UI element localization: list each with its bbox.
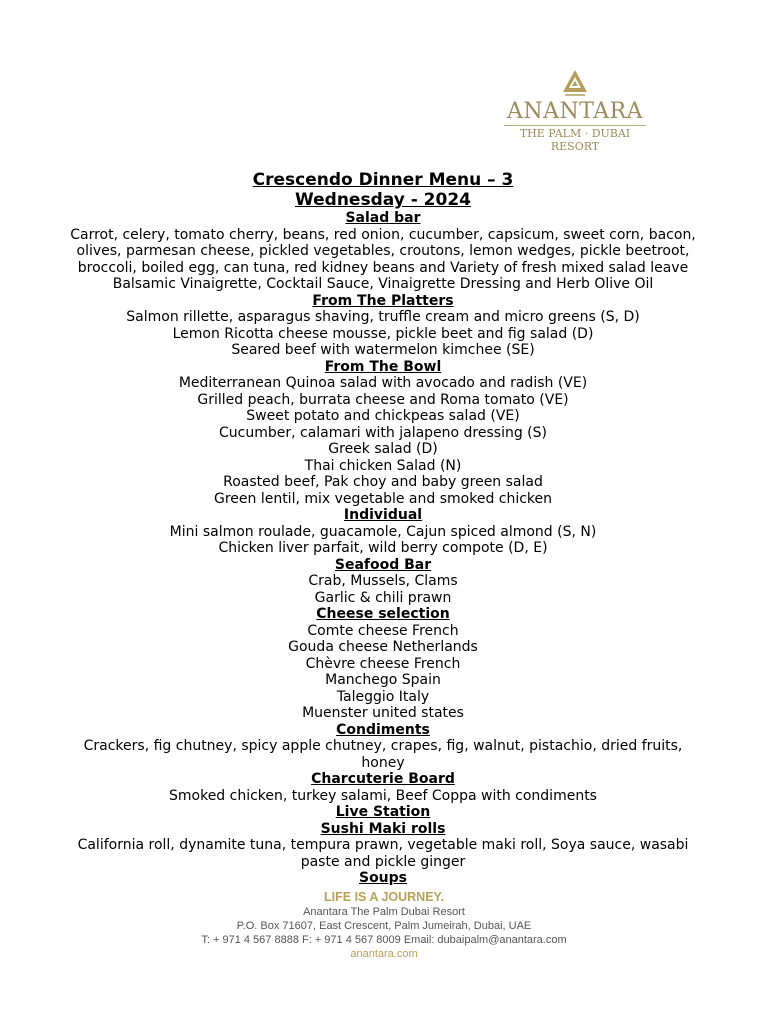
section-heading: From The Platters: [312, 292, 454, 309]
menu-item: Thai chicken Salad (N): [304, 457, 462, 474]
section-heading: Soups: [358, 870, 408, 886]
section-heading: Salad bar: [345, 210, 421, 226]
menu-item: Roasted beef, Pak choy and baby green salad: [223, 474, 543, 490]
menu-item: Mediterranean Quinoa salad with avocado and radish (VE): [178, 375, 588, 391]
menu-item: Grilled peach, burrata cheese and Roma tomato (VE): [197, 391, 569, 408]
menu-item: Gouda cheese Netherlands: [288, 639, 478, 655]
dinner-menu: [40, 170, 726, 887]
section-heading: Charcuterie Board: [311, 771, 455, 787]
logo-location: THE PALM · DUBAI: [519, 127, 631, 140]
menu-item: Garlic & chili prawn: [314, 589, 452, 606]
menu-item: Lemon Ricotta cheese mousse, pickle beet and fig salad (D): [172, 325, 594, 342]
menu-title: Crescendo Dinner Menu – 3: [252, 170, 514, 190]
logo-resort: RESORT: [550, 140, 600, 153]
menu-item: Smoked chicken, turkey salami, Beef Coppa with condiments: [169, 787, 597, 804]
footer-tagline: LIFE IS A JOURNEY.: [324, 890, 444, 904]
menu-item: Chèvre cheese French: [305, 655, 461, 672]
section-heading: Individual: [343, 507, 423, 523]
section-heading: Condiments: [336, 721, 430, 738]
footer-contact: T: + 971 4 567 8888 F: + 971 4 567 8009 Email: dubaipalm@anantara.com: [201, 934, 567, 946]
menu-item: Crackers, fig chutney, spicy apple chutney, crapes, fig, walnut, pistachio, dried fruits,: [83, 738, 683, 754]
section-heading: Sushi Maki rolls: [320, 820, 446, 837]
menu-item: Chicken liver parfait, wild berry compote (D, E): [218, 540, 548, 556]
menu-item: olives, parmesan cheese, pickled vegetables, croutons, lemon wedges, pickle beetroot,: [76, 243, 690, 259]
section-heading: Live Station: [335, 804, 431, 820]
menu-day: Wednesday - 2024: [294, 190, 471, 210]
menu-item: Green lentil, mix vegetable and smoked chicken: [213, 490, 553, 507]
menu-item: honey: [361, 754, 405, 771]
menu-item: Balsamic Vinaigrette, Cocktail Sauce, Vinaigrette Dressing and Herb Olive Oil: [112, 276, 654, 292]
menu-item: broccoli, boiled egg, can tuna, red kidney beans and Variety of fresh mixed salad leave: [77, 259, 689, 276]
menu-item: California roll, dynamite tuna, tempura prawn, vegetable maki roll, Soya sauce, wasabi: [77, 837, 689, 853]
menu-item: Comte cheese French: [307, 622, 459, 639]
footer-address: P.O. Box 71607, East Crescent, Palm Jumeirah, Dubai, UAE: [236, 920, 532, 932]
menu-item: Seared beef with watermelon kimchee (SE): [231, 342, 535, 358]
menu-item: Salmon rillette, asparagus shaving, truffle cream and micro greens (S, D): [126, 309, 640, 325]
menu-item: Manchego Spain: [325, 672, 441, 688]
anantara-logo: [500, 68, 650, 154]
menu-item: Cucumber, calamari with jalapeno dressing (S): [219, 424, 547, 441]
menu-item: Mini salmon roulade, guacamole, Cajun spiced almond (S, N): [169, 523, 597, 540]
menu-item: Muenster united states: [302, 705, 464, 721]
footer: [0, 890, 768, 961]
menu-item: Greek salad (D): [328, 441, 438, 457]
anantara-triangle-icon: [560, 68, 590, 98]
logo-divider: [504, 125, 646, 126]
footer-name: Anantara The Palm Dubai Resort: [303, 906, 465, 918]
section-heading: From The Bowl: [324, 358, 442, 375]
logo-brand: ANANTARA: [506, 99, 644, 124]
menu-sections: [40, 210, 726, 887]
menu-item: Crab, Mussels, Clams: [308, 573, 458, 589]
menu-item: Carrot, celery, tomato cherry, beans, red onion, cucumber, capsicum, sweet corn, bacon,: [70, 226, 696, 243]
menu-item: Sweet potato and chickpeas salad (VE): [246, 408, 520, 424]
menu-item: Taleggio Italy: [336, 688, 430, 705]
footer-website-link[interactable]: anantara.com: [350, 948, 418, 960]
section-heading: Cheese selection: [316, 606, 450, 622]
menu-item: paste and pickle ginger: [300, 853, 466, 870]
section-heading: Seafood Bar: [334, 556, 432, 573]
